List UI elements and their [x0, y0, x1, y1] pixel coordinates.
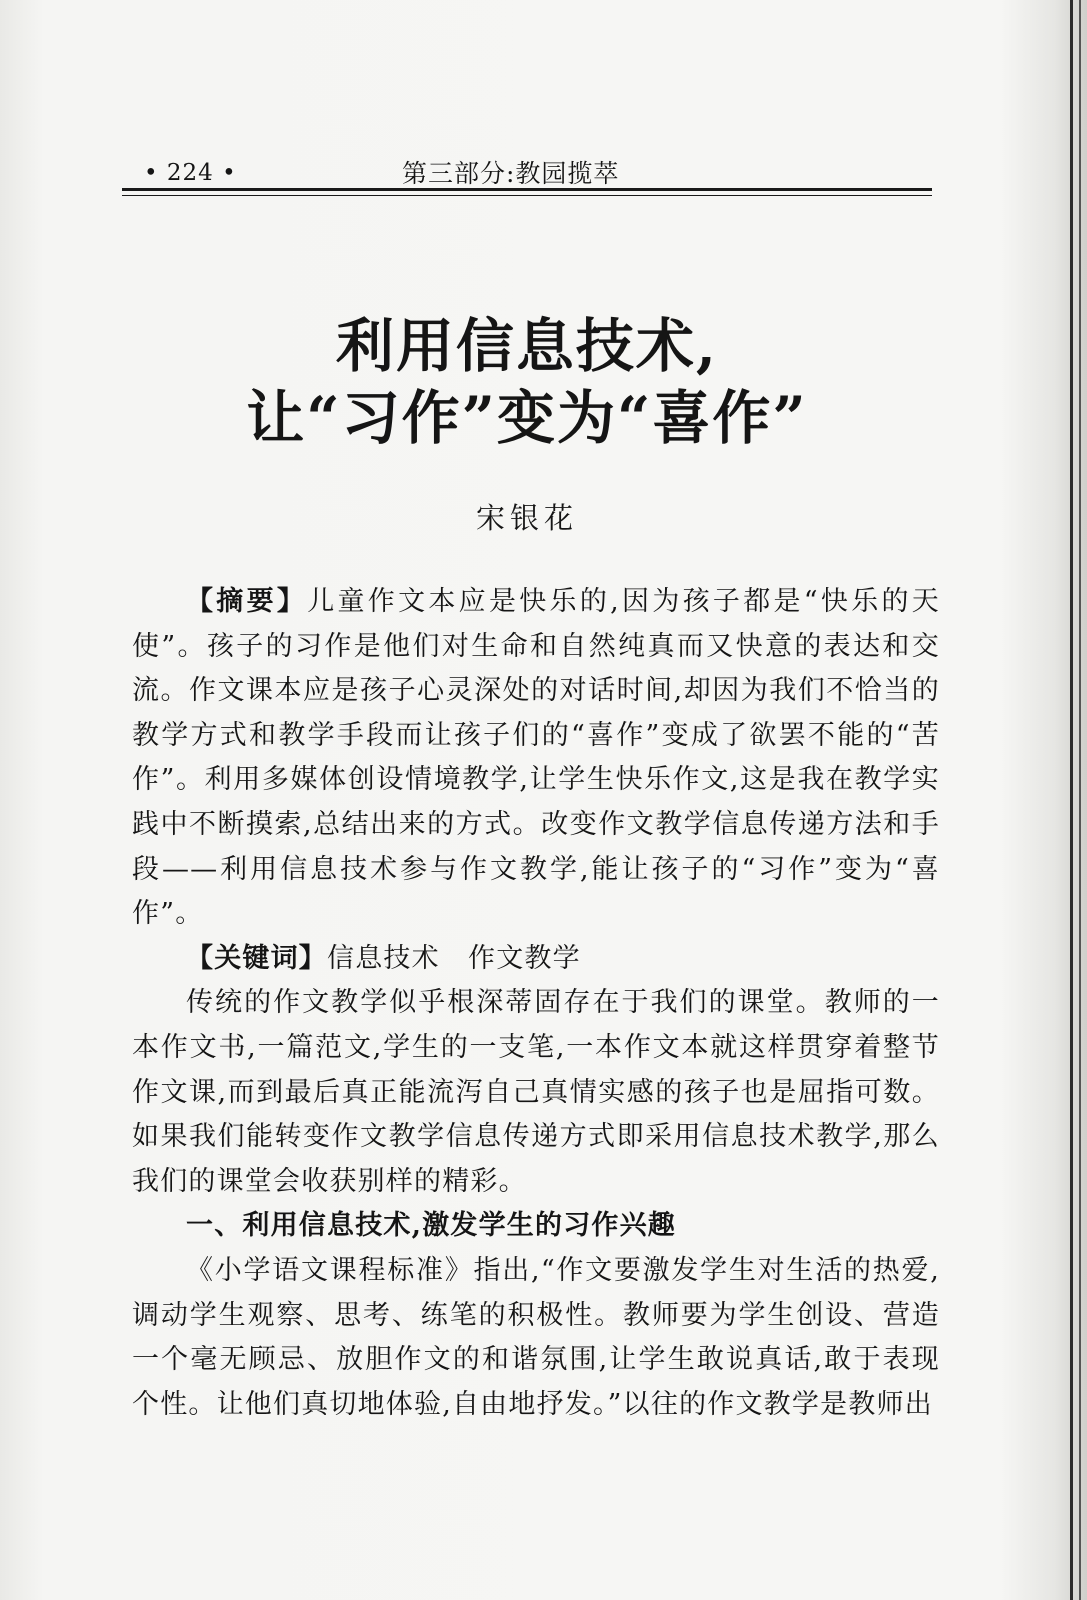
page-edge-shadow: [1070, 0, 1073, 1600]
keywords-text: 信息技术 作文教学: [327, 942, 581, 974]
author-name: 宋银花: [475, 501, 578, 535]
page-number: • 224 •: [144, 160, 237, 186]
keywords-label: 【关键词】: [186, 942, 327, 974]
running-head: 第三部分:教园揽萃: [402, 159, 620, 188]
abstract-paragraph: [132, 580, 940, 937]
page-edge-shadow-outer: [1079, 0, 1081, 1600]
article-body: [132, 580, 940, 1427]
intro-paragraph: 传统的作文教学似乎根深蒂固存在于我们的课堂。教师的一本作文书,一篇范文,学生的一支笔,一本作文本就这样贯穿着整节作文课,而到最后真正能流泻自己真情实感的孩子也是屈指可数。如果我们能转变作文教学信息传递方式即采用信息技术教学,那么我们的课堂会收获别样的精彩。: [132, 987, 940, 1197]
header-rule-thin: [122, 195, 932, 196]
section-1-body: 《小学语文课程标准》指出,“作文要激发学生对生活的热爱,调动学生观察、思考、练笔的积极性。教师要为学生创设、营造一个毫无顾忌、放胆作文的和谐氛围,让学生敢说真话,敢于表现个性。让他们真切地体验,自由地抒发。”以往的作文教学是教师出: [132, 1254, 940, 1420]
header-rule-thick: [122, 188, 932, 191]
title-line-1: 利用信息技术,: [335, 312, 719, 380]
article-title: [122, 310, 932, 454]
keywords-paragraph: [132, 937, 940, 982]
abstract-label: 【摘要】: [186, 586, 308, 617]
title-line-2: 让“习作”变为“喜作”: [246, 384, 808, 452]
section-1-heading: 一、利用信息技术,激发学生的习作兴趣: [186, 1210, 676, 1242]
abstract-text: 儿童作文本应是快乐的,因为孩子都是“快乐的天使”。孩子的习作是他们对生命和自然纯真而又快意的表达和交流。作文课本应是孩子心灵深处的对话时间,却因为我们不恰当的教学方式和教学手段而让孩子们的“喜作”变成了欲罢不能的“苦作”。利用多媒体创设情境教学,让学生快乐作文,这是我在教学实践中不断摸索,总结出来的方式。改变作文教学信息传递方法和手段——利用信息技术参与作文教学,能让孩子的“习作”变为“喜作”。: [132, 586, 940, 930]
